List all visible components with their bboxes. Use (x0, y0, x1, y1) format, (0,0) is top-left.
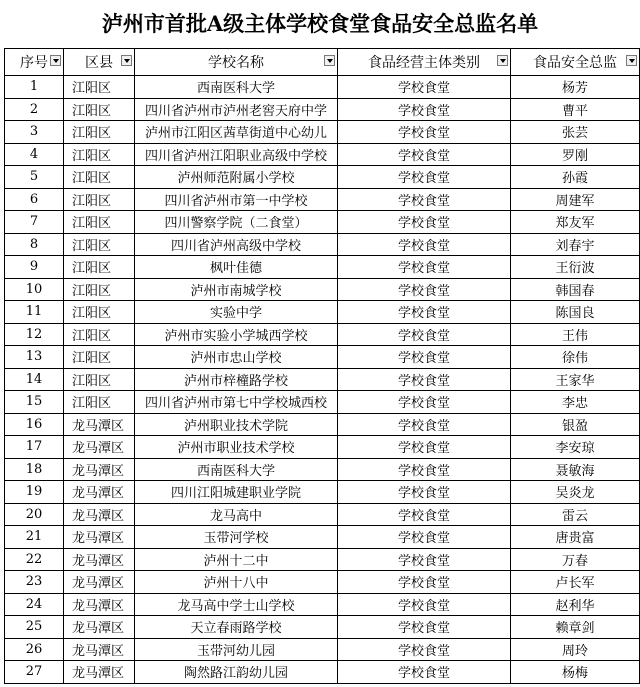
cell-district: 龙马潭区 (64, 548, 135, 571)
cell-type: 学校食堂 (338, 278, 511, 301)
header-district-label: 区县 (85, 55, 113, 71)
cell-district: 江阳区 (64, 368, 135, 391)
table-row (5, 143, 640, 166)
cell-type: 学校食堂 (338, 166, 511, 189)
header-row (5, 49, 640, 76)
cell-supervisor: 周玲 (511, 638, 640, 661)
cell-supervisor: 郑友军 (511, 211, 640, 234)
cell-supervisor: 杨梅 (511, 661, 640, 684)
cell-index: 7 (5, 211, 64, 234)
cell-district: 江阳区 (64, 121, 135, 144)
cell-school: 四川省泸州市第一中学校 (135, 188, 338, 211)
cell-index: 12 (5, 323, 64, 346)
header-district[interactable] (64, 49, 135, 76)
cell-index: 10 (5, 278, 64, 301)
cell-type: 学校食堂 (338, 661, 511, 684)
cell-district: 江阳区 (64, 391, 135, 414)
cell-supervisor: 银盈 (511, 413, 640, 436)
cell-district: 龙马潭区 (64, 526, 135, 549)
table-row (5, 76, 640, 99)
header-supervisor[interactable] (511, 49, 640, 76)
cell-type: 学校食堂 (338, 233, 511, 256)
cell-district: 江阳区 (64, 211, 135, 234)
filter-dropdown-icon[interactable] (121, 55, 132, 66)
cell-district: 江阳区 (64, 323, 135, 346)
cell-supervisor: 赵利华 (511, 593, 640, 616)
filter-dropdown-icon[interactable] (497, 55, 508, 66)
cell-district: 龙马潭区 (64, 413, 135, 436)
cell-type: 学校食堂 (338, 391, 511, 414)
cell-district: 江阳区 (64, 278, 135, 301)
cell-supervisor: 唐贵富 (511, 526, 640, 549)
cell-school: 泸州十二中 (135, 548, 338, 571)
table-row (5, 166, 640, 189)
cell-type: 学校食堂 (338, 98, 511, 121)
cell-school: 泸州师范附属小学校 (135, 166, 338, 189)
cell-supervisor: 张芸 (511, 121, 640, 144)
supervisor-table (4, 48, 640, 684)
cell-supervisor: 王家华 (511, 368, 640, 391)
cell-district: 江阳区 (64, 166, 135, 189)
cell-district: 龙马潭区 (64, 481, 135, 504)
cell-supervisor: 李忠 (511, 391, 640, 414)
cell-type: 学校食堂 (338, 548, 511, 571)
cell-type: 学校食堂 (338, 323, 511, 346)
cell-supervisor: 刘春宇 (511, 233, 640, 256)
cell-school: 玉带河幼儿园 (135, 638, 338, 661)
cell-district: 龙马潭区 (64, 661, 135, 684)
cell-supervisor: 陈国良 (511, 301, 640, 324)
cell-supervisor: 孙霞 (511, 166, 640, 189)
cell-index: 15 (5, 391, 64, 414)
cell-school: 泸州市江阳区茜草街道中心幼儿 (135, 121, 338, 144)
table-row (5, 548, 640, 571)
table-row (5, 346, 640, 369)
cell-index: 26 (5, 638, 64, 661)
cell-school: 泸州市梓橦路学校 (135, 368, 338, 391)
cell-type: 学校食堂 (338, 256, 511, 279)
cell-index: 24 (5, 593, 64, 616)
cell-school: 西南医科大学 (135, 76, 338, 99)
table-row (5, 121, 640, 144)
cell-school: 西南医科大学 (135, 458, 338, 481)
cell-district: 江阳区 (64, 143, 135, 166)
cell-type: 学校食堂 (338, 368, 511, 391)
cell-district: 江阳区 (64, 233, 135, 256)
cell-index: 6 (5, 188, 64, 211)
cell-index: 8 (5, 233, 64, 256)
cell-school: 泸州市实验小学城西学校 (135, 323, 338, 346)
cell-index: 11 (5, 301, 64, 324)
cell-district: 龙马潭区 (64, 571, 135, 594)
cell-index: 5 (5, 166, 64, 189)
cell-type: 学校食堂 (338, 616, 511, 639)
cell-school: 实验中学 (135, 301, 338, 324)
table-row (5, 278, 640, 301)
cell-type: 学校食堂 (338, 593, 511, 616)
table-row (5, 661, 640, 684)
cell-school: 四川省泸州市泸州老窖天府中学 (135, 98, 338, 121)
cell-district: 龙马潭区 (64, 503, 135, 526)
cell-district: 江阳区 (64, 346, 135, 369)
cell-supervisor: 雷云 (511, 503, 640, 526)
cell-type: 学校食堂 (338, 143, 511, 166)
table-row (5, 98, 640, 121)
cell-district: 龙马潭区 (64, 436, 135, 459)
cell-school: 龙马高中 (135, 503, 338, 526)
table-row (5, 301, 640, 324)
table-row (5, 211, 640, 234)
cell-district: 江阳区 (64, 256, 135, 279)
cell-index: 1 (5, 76, 64, 99)
table-row (5, 481, 640, 504)
cell-index: 14 (5, 368, 64, 391)
page-title: 泸州市首批A级主体学校食堂食品安全总监名单 (101, 11, 539, 36)
cell-index: 27 (5, 661, 64, 684)
table-row (5, 413, 640, 436)
filter-dropdown-icon[interactable] (626, 55, 637, 66)
table-row (5, 571, 640, 594)
cell-supervisor: 王伟 (511, 323, 640, 346)
cell-school: 龙马高中学士山学校 (135, 593, 338, 616)
filter-dropdown-icon[interactable] (324, 55, 335, 66)
cell-index: 2 (5, 98, 64, 121)
cell-type: 学校食堂 (338, 346, 511, 369)
cell-district: 江阳区 (64, 98, 135, 121)
cell-district: 江阳区 (64, 301, 135, 324)
cell-type: 学校食堂 (338, 458, 511, 481)
table-row (5, 391, 640, 414)
cell-supervisor: 赖章剑 (511, 616, 640, 639)
cell-type: 学校食堂 (338, 76, 511, 99)
cell-index: 16 (5, 413, 64, 436)
cell-school: 四川省泸州江阳职业高级中学校 (135, 143, 338, 166)
cell-type: 学校食堂 (338, 526, 511, 549)
cell-type: 学校食堂 (338, 121, 511, 144)
cell-school: 泸州市忠山学校 (135, 346, 338, 369)
table-row (5, 458, 640, 481)
cell-index: 13 (5, 346, 64, 369)
cell-school: 四川江阳城建职业学院 (135, 481, 338, 504)
cell-supervisor: 卢长军 (511, 571, 640, 594)
header-school-label: 学校名称 (208, 55, 264, 71)
table-row (5, 638, 640, 661)
header-type-label: 食品经营主体类别 (368, 55, 480, 71)
cell-index: 18 (5, 458, 64, 481)
header-index[interactable] (5, 49, 64, 76)
cell-index: 23 (5, 571, 64, 594)
cell-school: 四川省泸州高级中学校 (135, 233, 338, 256)
cell-index: 17 (5, 436, 64, 459)
table-row (5, 323, 640, 346)
cell-school: 陶然路江韵幼儿园 (135, 661, 338, 684)
cell-supervisor: 吴炎龙 (511, 481, 640, 504)
cell-school: 泸州市南城学校 (135, 278, 338, 301)
cell-type: 学校食堂 (338, 188, 511, 211)
cell-index: 21 (5, 526, 64, 549)
filter-dropdown-icon[interactable] (50, 55, 61, 66)
cell-index: 9 (5, 256, 64, 279)
table-row (5, 368, 640, 391)
cell-index: 19 (5, 481, 64, 504)
cell-school: 泸州市职业技术学校 (135, 436, 338, 459)
cell-school: 四川省泸州市第七中学校城西校 (135, 391, 338, 414)
table-row (5, 256, 640, 279)
header-type[interactable] (338, 49, 511, 76)
table-row (5, 503, 640, 526)
table-row (5, 526, 640, 549)
cell-type: 学校食堂 (338, 503, 511, 526)
cell-type: 学校食堂 (338, 638, 511, 661)
cell-type: 学校食堂 (338, 301, 511, 324)
cell-district: 江阳区 (64, 188, 135, 211)
cell-supervisor: 李安琼 (511, 436, 640, 459)
cell-district: 龙马潭区 (64, 458, 135, 481)
cell-type: 学校食堂 (338, 413, 511, 436)
table-row (5, 233, 640, 256)
cell-school: 枫叶佳德 (135, 256, 338, 279)
cell-supervisor: 罗刚 (511, 143, 640, 166)
cell-district: 龙马潭区 (64, 593, 135, 616)
table-row (5, 188, 640, 211)
cell-school: 泸州职业技术学院 (135, 413, 338, 436)
header-index-label: 序号 (20, 55, 48, 71)
table-row (5, 593, 640, 616)
cell-index: 20 (5, 503, 64, 526)
cell-index: 4 (5, 143, 64, 166)
cell-school: 玉带河学校 (135, 526, 338, 549)
cell-district: 龙马潭区 (64, 616, 135, 639)
cell-supervisor: 曹平 (511, 98, 640, 121)
cell-supervisor: 韩国春 (511, 278, 640, 301)
cell-type: 学校食堂 (338, 481, 511, 504)
cell-index: 3 (5, 121, 64, 144)
cell-school: 泸州十八中 (135, 571, 338, 594)
cell-index: 25 (5, 616, 64, 639)
cell-supervisor: 万春 (511, 548, 640, 571)
cell-type: 学校食堂 (338, 436, 511, 459)
cell-supervisor: 杨芳 (511, 76, 640, 99)
cell-supervisor: 聂敏海 (511, 458, 640, 481)
cell-school: 天立春雨路学校 (135, 616, 338, 639)
cell-supervisor: 周建军 (511, 188, 640, 211)
cell-district: 龙马潭区 (64, 638, 135, 661)
cell-index: 22 (5, 548, 64, 571)
table-row (5, 616, 640, 639)
header-supervisor-label: 食品安全总监 (533, 55, 617, 71)
cell-type: 学校食堂 (338, 211, 511, 234)
cell-supervisor: 徐伟 (511, 346, 640, 369)
cell-school: 四川警察学院（二食堂） (135, 211, 338, 234)
cell-supervisor: 王衍波 (511, 256, 640, 279)
cell-district: 江阳区 (64, 76, 135, 99)
header-school[interactable] (135, 49, 338, 76)
cell-type: 学校食堂 (338, 571, 511, 594)
table-row (5, 436, 640, 459)
